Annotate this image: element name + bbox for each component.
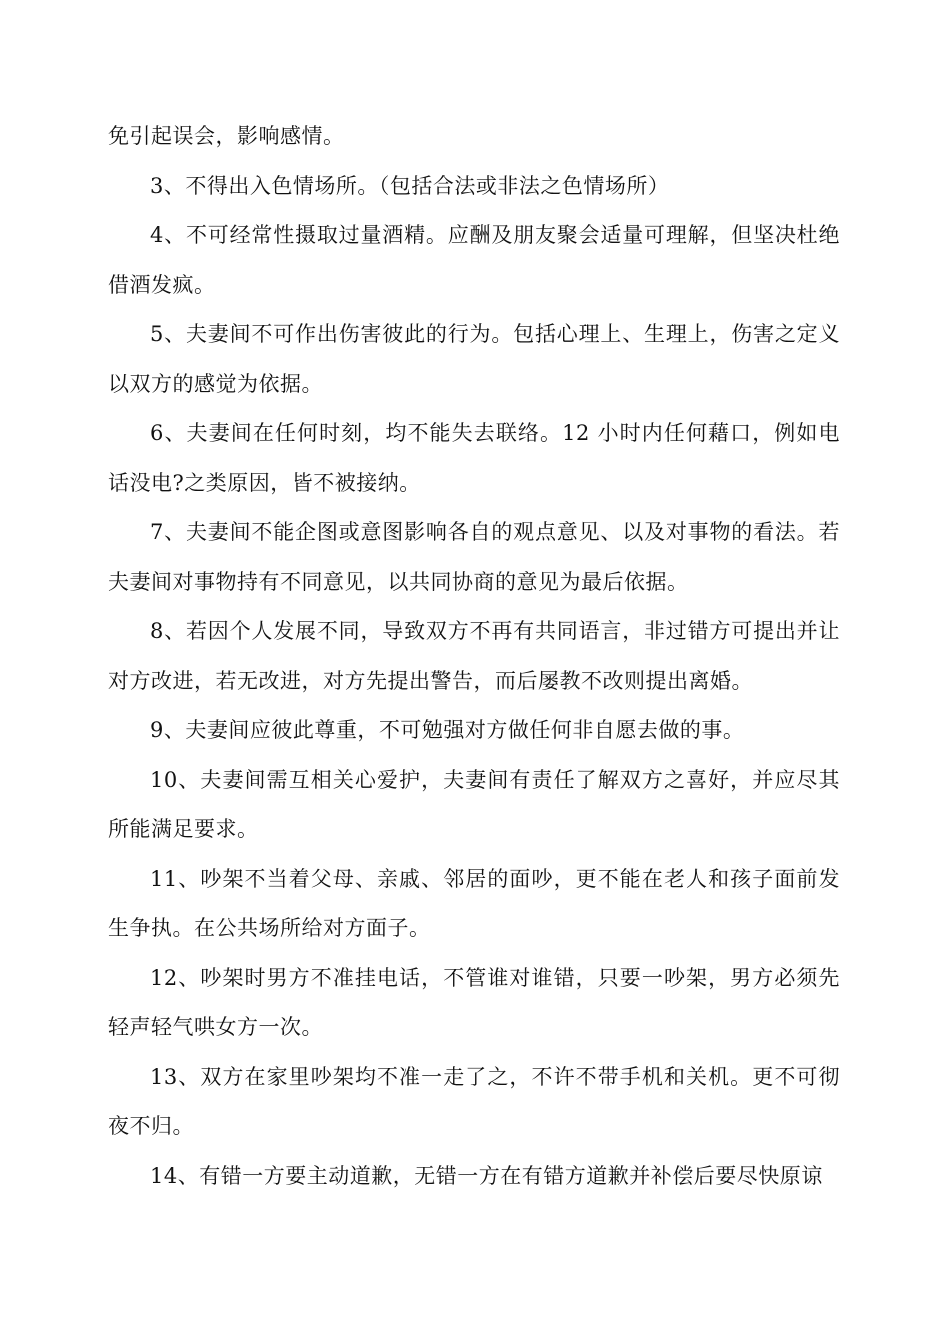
paragraph-rule-10: 10、夫妻间需互相关心爱护，夫妻间有责任了解双方之喜好，并应尽其所能满足要求。 [108,767,840,841]
document-body [108,112,840,1201]
paragraph-rule-7: 7、夫妻间不能企图或意图影响各自的观点意见、以及对事物的看法。若夫妻间对事物持有不同意见，以共同协商的意见为最后依据。 [108,520,840,594]
paragraph-rule-9: 9、夫妻间应彼此尊重，不可勉强对方做任何非自愿去做的事。 [150,718,745,742]
paragraph-rule-5: 5、夫妻间不可作出伤害彼此的行为。包括心理上、生理上，伤害之定义以双方的感觉为依据。 [108,322,840,396]
paragraph-rule-4: 4、不可经常性摄取过量酒精。应酬及朋友聚会适量可理解，但坚决杜绝借酒发疯。 [108,223,840,297]
paragraph-rule-12: 12、吵架时男方不准挂电话，不管谁对谁错，只要一吵架，男方必须先轻声轻气哄女方一次。 [108,965,840,1039]
paragraph-rule-11: 11、吵架不当着父母、亲戚、邻居的面吵，更不能在老人和孩子面前发生争执。在公共场所给对方面子。 [108,866,840,940]
paragraph-rule-3: 3、不得出入色情场所。（包括合法或非法之色情场所） [150,173,670,198]
paragraph-rule-13: 13、双方在家里吵架均不准一走了之，不许不带手机和关机。更不可彻夜不归。 [108,1064,840,1138]
paragraph-rule-8: 8、若因个人发展不同，导致双方不再有共同语言，非过错方可提出并让对方改进，若无改进，对方先提出警告，而后屡教不改则提出离婚。 [108,619,840,693]
paragraph-rule-6: 6、夫妻间在任何时刻，均不能失去联络。12 小时内任何藉口，例如电话没电?之类原因，皆不被接纳。 [108,421,840,495]
paragraph-rule-14: 14、有错一方要主动道歉，无错一方在有错方道歉并补偿后要尽快原谅 [150,1163,823,1188]
paragraph-continuation: 免引起误会，影响感情。 [108,124,345,148]
